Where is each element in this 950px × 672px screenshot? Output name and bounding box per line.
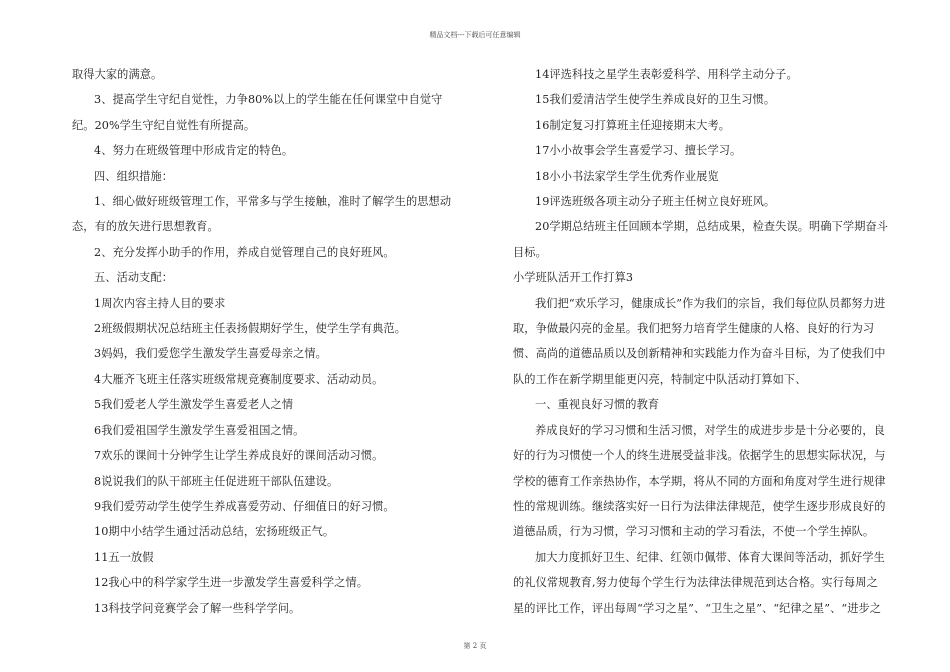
- paragraph: 1周次内容主持人目的要求: [94, 296, 226, 310]
- paragraph: 2班级假期状况总结班主任表扬假期好学生，使学生学有典范。: [94, 322, 406, 336]
- paragraph: 1、细心做好班级管理工作，平常多与学生接触，准时了解学生的思想动态，有的放矢进行思想教育。: [72, 195, 452, 234]
- right-column: [513, 62, 889, 621]
- paragraph: 11五一放假: [94, 550, 154, 564]
- paragraph: 我们把“欢乐学习，健康成长”作为我们的宗旨，我们每位队员都努力进取，争做最闪亮的金星。我们把努力培育学生健康的人格、良好的行为习惯、高尚的道德品质以及创新精神和实践能力作为奋斗目标，为了使我们中队的工作在新学期里能更闪亮，特制定中队活动打算如下、: [513, 296, 886, 386]
- paragraph: 小学班队活开工作打算3: [513, 271, 634, 285]
- paragraph: 10期中小结学生通过活动总结，宏扬班级正气。: [94, 525, 335, 539]
- paragraph: 16制定复习打算班主任迎接期末大考。: [535, 118, 731, 132]
- paragraph: 4大雁齐飞班主任落实班级常规竞赛制度要求、活动动员。: [94, 372, 384, 386]
- page-header: 精品文档---下载后可任意编辑: [429, 31, 521, 39]
- paragraph: 五、活动支配：: [94, 271, 174, 285]
- paragraph: 20学期总结班主任回顾本学期，总结成果，检查失误。明确下学期奋斗目标。: [513, 220, 889, 259]
- paragraph: 8说说我们的队干部班主任促进班干部队伍建设。: [94, 474, 339, 488]
- paragraph: 13科技学问竞赛学会了解一些科学学问。: [94, 601, 301, 615]
- paragraph: 7欢乐的课间十分钟学生让学生养成良好的课间活动习惯。: [94, 449, 384, 463]
- paragraph: 5我们爱老人学生激发学生喜爱老人之情: [94, 398, 294, 412]
- paragraph: 加大力度抓好卫生、纪律、红领巾佩带、体育大课间等活动，抓好学生的礼仪常规教育,努力使每个学生行为法律法律规范到达合格。实行每周之星的评比工作，评出每周“学习之星”、“卫生之星”、“纪律之星”、“进步之: [513, 550, 885, 615]
- paragraph: 2、充分发挥小助手的作用，养成自觉管理自己的良好班风。: [94, 245, 395, 259]
- paragraph: 四、组织措施：: [94, 169, 174, 183]
- paragraph: 12我心中的科学家学生进一步激发学生喜爱科学之情。: [94, 576, 369, 590]
- paragraph: 14评选科技之星学生表彰爱科学、用科学主动分子。: [535, 68, 798, 81]
- paragraph: 19评选班级各项主动分子班主任树立良好班风。: [535, 195, 776, 209]
- paragraph: 6我们爱祖国学生激发学生喜爱祖国之情。: [94, 423, 305, 437]
- paragraph: 4、努力在班级管理中形成肯定的特色。: [94, 144, 294, 158]
- paragraph: 一、重视良好习惯的教育: [535, 398, 660, 412]
- paragraph: 3、提高学生守纪自觉性，力争80%以上的学生能在任何课堂中自觉守纪。20%学生守纪自觉性有所提高。: [72, 93, 443, 132]
- paragraph: 15我们爱清洁学生使学生养成良好的卫生习惯。: [535, 93, 776, 107]
- page-number: 第 2 页: [463, 642, 487, 650]
- left-column: [72, 62, 452, 621]
- paragraph: 3妈妈，我们爱您学生激发学生喜爱母亲之情。: [94, 347, 327, 361]
- paragraph: 17小小故事会学生喜爱学习、擅长学习。: [535, 144, 742, 158]
- paragraph: 18小小书法家学生学生优秀作业展览: [535, 169, 719, 183]
- paragraph: 养成良好的学习习惯和生活习惯，对学生的成进步步是十分必要的，良好的行为习惯使一个人的终生进展受益非浅。依据学生的思想实际状况，与学校的德育工作亲热协作，本学期，将从不同的方面和角度对学生进行规律性的常规训练。继续落实好一日行为法律法律规范，使学生逐步形成良好的道德品质，行为习惯，学习习惯和主动的学习看法，不使一个学生掉队。: [513, 423, 886, 539]
- paragraph: 取得大家的满意。: [72, 68, 163, 81]
- paragraph: 9我们爱劳动学生使学生养成喜爱劳动、仔细值日的好习惯。: [94, 499, 395, 513]
